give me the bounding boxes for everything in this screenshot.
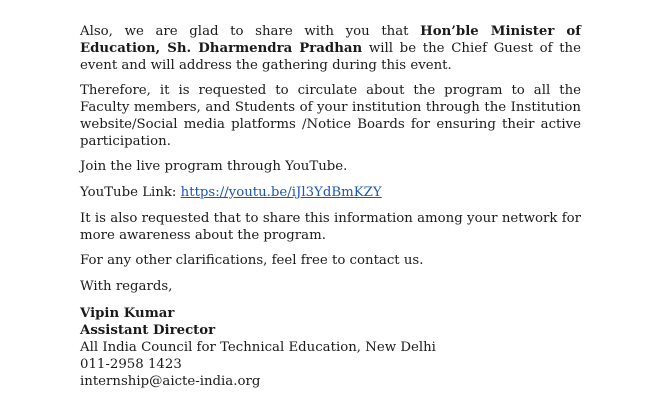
- signatory-phone: 011-2958 1423: [80, 357, 182, 372]
- chief-guest-paragraph: [80, 23, 581, 74]
- youtube-join-paragraph: Join the live program through YouTube.: [80, 159, 348, 174]
- signature-block: [80, 305, 581, 390]
- closing-regards: With regards,: [80, 279, 173, 294]
- signatory-organization: All India Council for Technical Education, New Delhi: [80, 340, 436, 355]
- youtube-link[interactable]: https://youtu.be/iJl3YdBmKZY: [180, 185, 382, 200]
- chief-guest-suffix: will be the Chief Guest of the event and will address the gathering during this event.: [80, 41, 581, 73]
- signatory-email: internship@aicte-india.org: [80, 374, 261, 389]
- chief-guest-name: Hon’ble Minister of Education, Sh. Dharmendra Pradhan: [80, 24, 582, 56]
- youtube-link-paragraph: [80, 184, 581, 201]
- signatory-title: Assistant Director: [80, 323, 216, 338]
- circulation-paragraph: Therefore, it is requested to circulate about the program to all the Faculty members, and Students of your institution through the Institution website/Social media platforms /Notice Boards for ensuring their active participation.: [80, 83, 581, 149]
- share-info-paragraph: It is also requested that to share this information among your network for more awareness about the program.: [80, 211, 581, 243]
- letter-body: [80, 23, 581, 390]
- youtube-link-label: YouTube Link:: [80, 185, 181, 200]
- chief-guest-prefix: Also, we are glad to share with you that: [80, 24, 421, 39]
- signatory-name: Vipin Kumar: [80, 306, 175, 321]
- clarifications-paragraph: For any other clarifications, feel free to contact us.: [80, 253, 424, 268]
